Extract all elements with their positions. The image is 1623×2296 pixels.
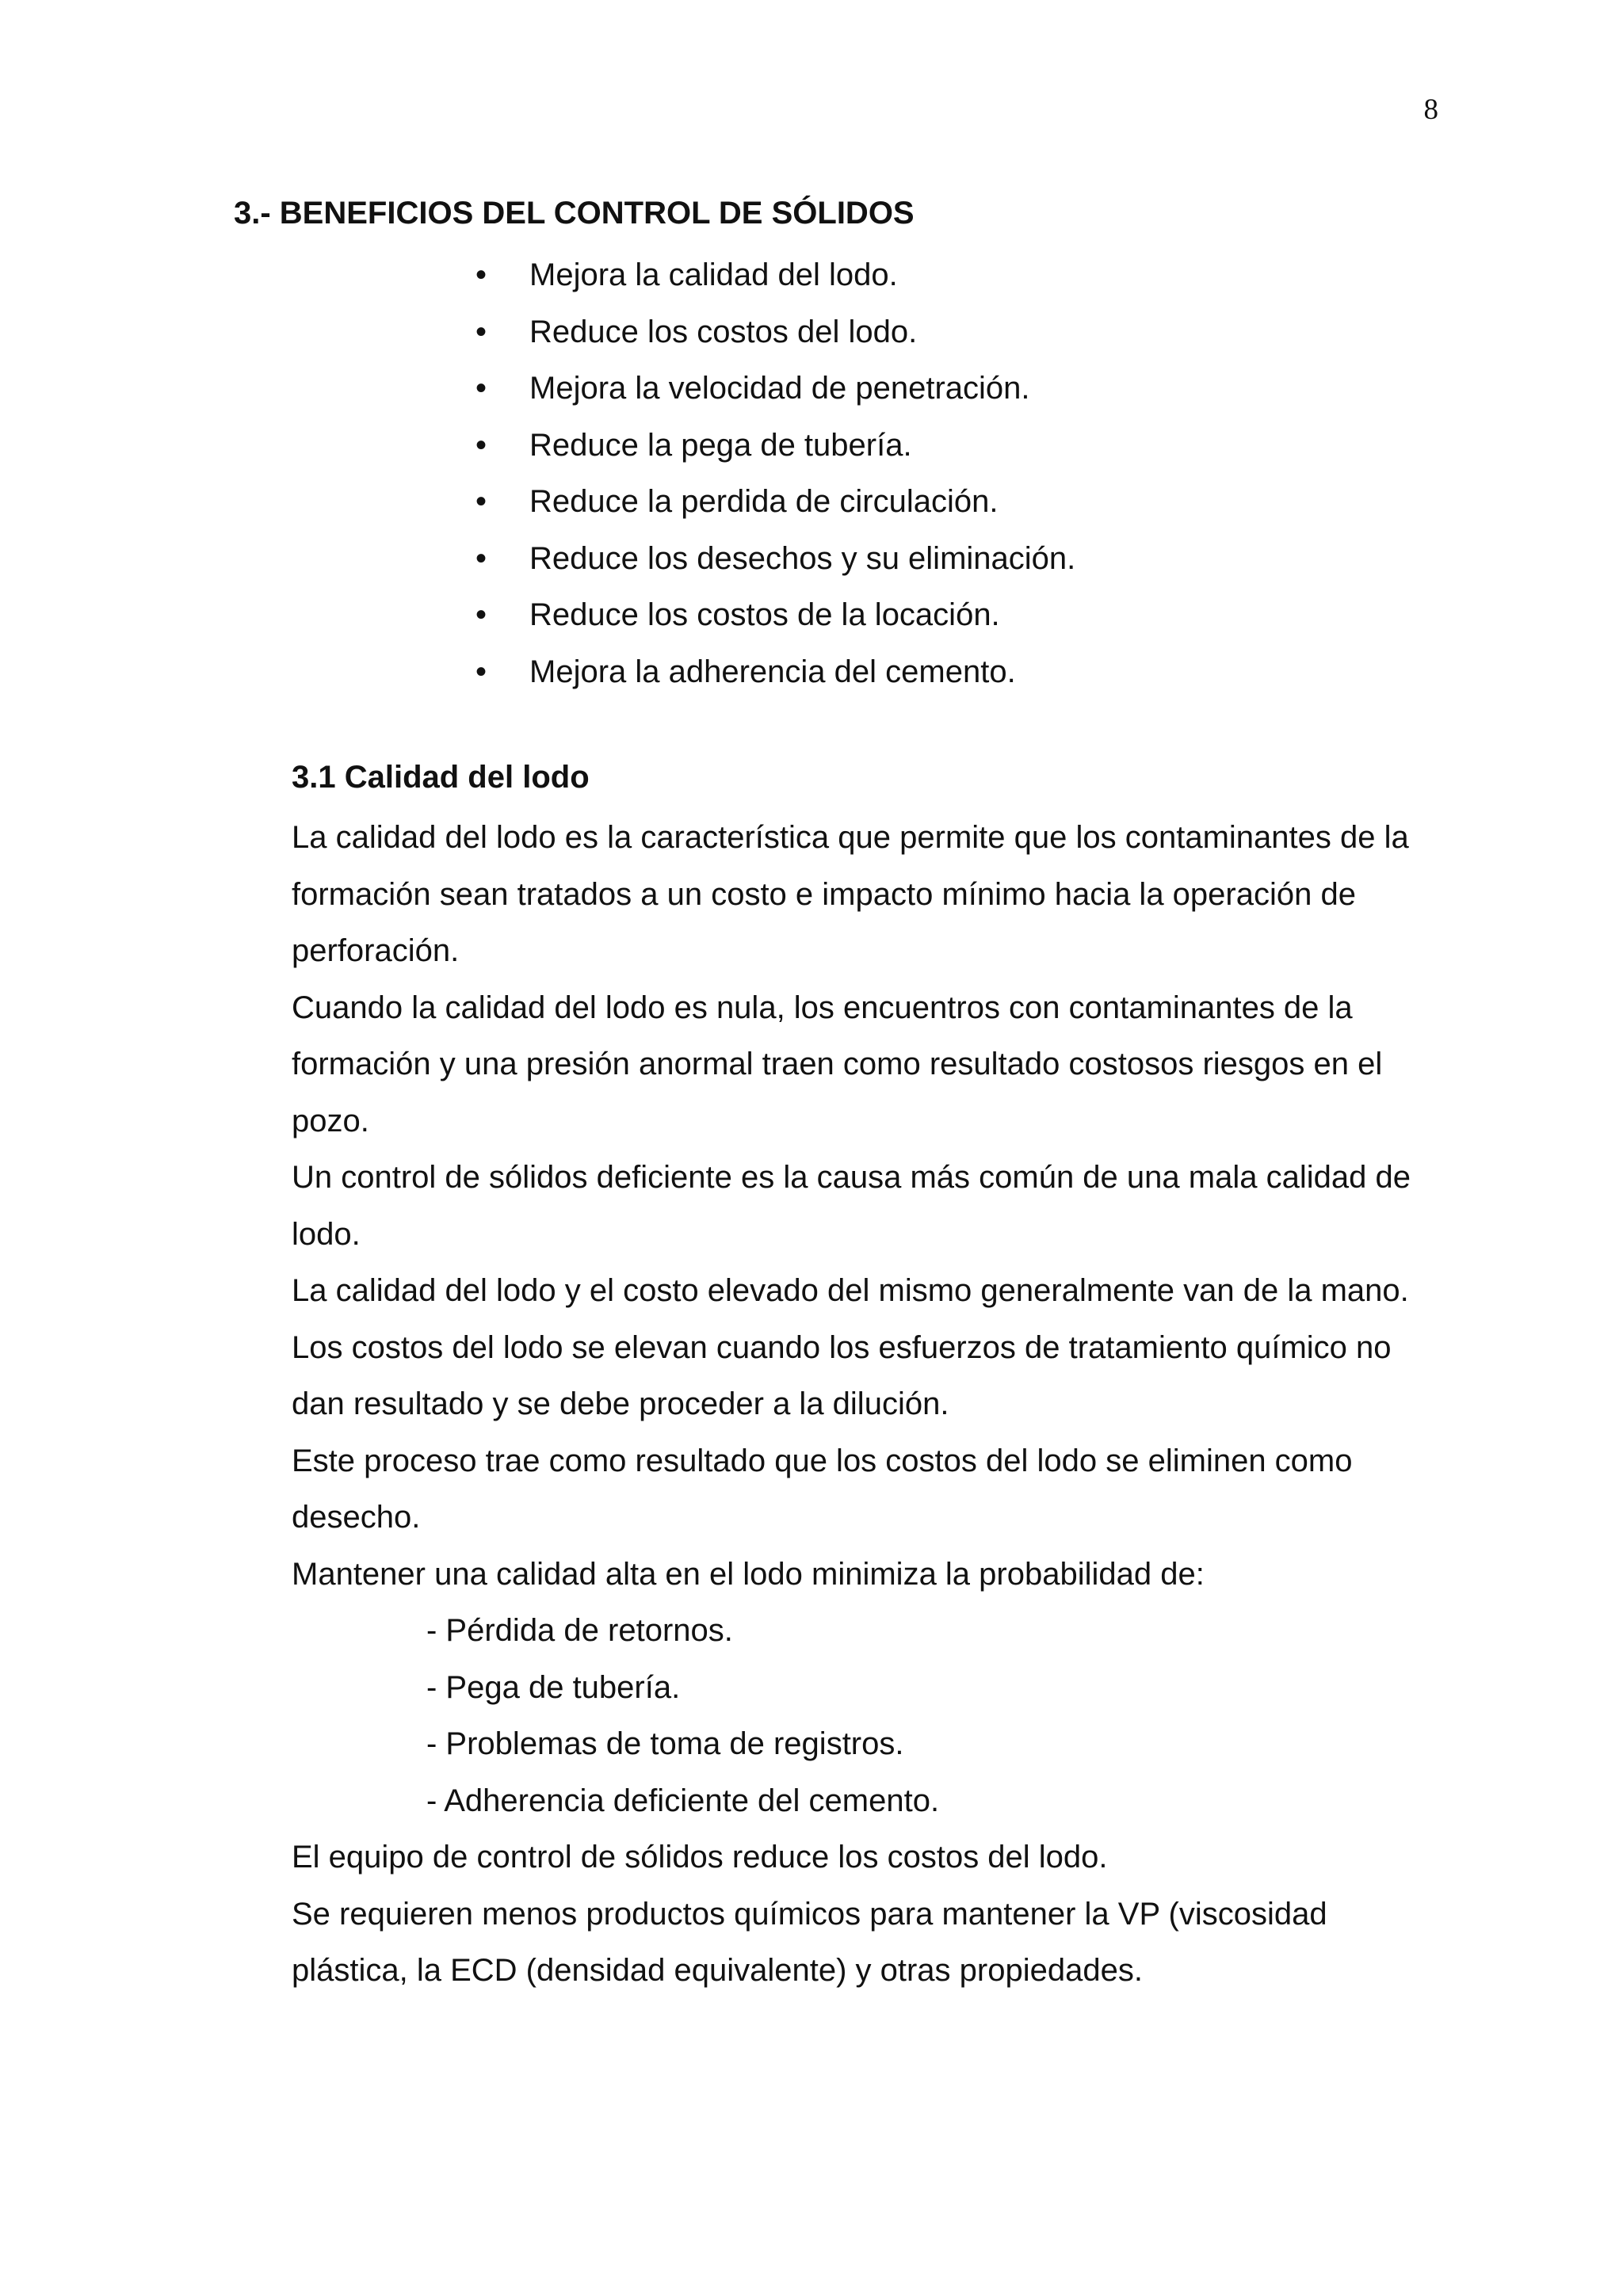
risk-list — [292, 1603, 1449, 1829]
list-item — [475, 418, 1075, 475]
list-item — [475, 531, 1075, 588]
paragraph: Los costos del lodo se elevan cuando los esfuerzos de tratamiento químico no dan resultado y se debe proceder a la dilución. — [292, 1329, 1392, 1421]
bullet-icon: • — [475, 484, 487, 519]
list-item-text: Mejora la velocidad de penetración. — [529, 371, 1030, 406]
list-item: - Problemas de toma de registros. — [426, 1726, 904, 1761]
paragraph: La calidad del lodo y el costo elevado del mismo generalmente van de la mano. — [292, 1273, 1409, 1308]
bullet-icon: • — [475, 654, 487, 689]
bullet-icon: • — [475, 540, 487, 576]
list-item: - Pega de tubería. — [426, 1669, 681, 1705]
subsection-body — [292, 810, 1449, 2000]
list-item-text: Reduce los costos de la locación. — [529, 597, 1000, 632]
section-title: 3.- BENEFICIOS DEL CONTROL DE SÓLIDOS — [234, 196, 915, 231]
list-item-text: Reduce la pega de tubería. — [529, 427, 912, 463]
subsection-title: 3.1 Calidad del lodo — [292, 760, 590, 795]
bullet-icon: • — [475, 314, 487, 349]
bullet-icon: • — [475, 427, 487, 463]
list-item — [475, 474, 1075, 531]
list-item-text: Reduce los desechos y su eliminación. — [529, 540, 1076, 576]
paragraph: Este proceso trae como resultado que los costos del lodo se eliminen como desecho. — [292, 1443, 1353, 1535]
bullet-icon: • — [475, 257, 487, 292]
bullet-icon: • — [475, 371, 487, 406]
list-item — [475, 644, 1075, 701]
list-item: - Pérdida de retornos. — [426, 1613, 733, 1648]
paragraph: Un control de sólidos deficiente es la causa más común de una mala calidad de lodo. — [292, 1160, 1411, 1252]
bullet-icon: • — [475, 597, 487, 632]
benefits-list — [475, 247, 1075, 700]
list-item — [475, 360, 1075, 418]
paragraph: Se requieren menos productos químicos para mantener la VP (viscosidad plástica, la ECD (densidad equivalente) y otras propiedades. — [292, 1896, 1327, 1988]
paragraph: La calidad del lodo es la característica que permite que los contaminantes de la formación sean tratados a un costo e impacto mínimo hacia la operación de perforación. — [292, 820, 1409, 968]
list-item-text: Reduce los costos del lodo. — [529, 314, 918, 349]
paragraph: El equipo de control de sólidos reduce los costos del lodo. — [292, 1840, 1108, 1875]
paragraph: Mantener una calidad alta en el lodo minimiza la probabilidad de: — [292, 1556, 1205, 1592]
list-item-text: Mejora la calidad del lodo. — [529, 257, 898, 292]
list-item-text: Reduce la perdida de circulación. — [529, 484, 999, 519]
list-item — [475, 304, 1075, 361]
list-item: - Adherencia deficiente del cemento. — [426, 1783, 940, 1818]
list-item — [475, 587, 1075, 644]
paragraph: Cuando la calidad del lodo es nula, los encuentros con contaminantes de la formación y una presión anormal traen como resultado costosos riesgos en el pozo. — [292, 990, 1383, 1138]
list-item — [475, 247, 1075, 304]
page-number: 8 — [1423, 93, 1438, 126]
list-item-text: Mejora la adherencia del cemento. — [529, 654, 1016, 689]
